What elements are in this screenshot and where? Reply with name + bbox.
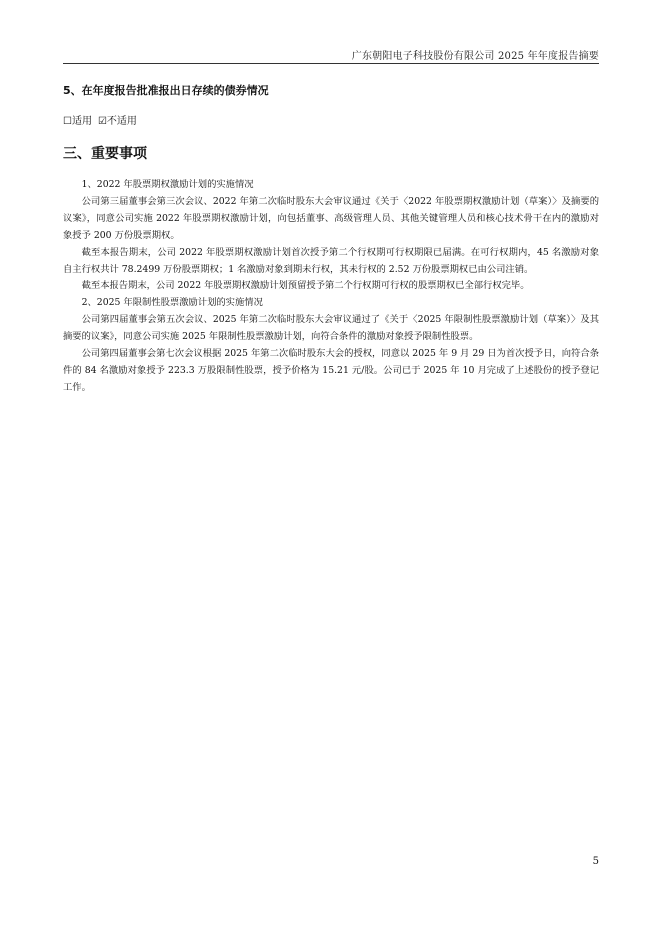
paragraph: 截至本报告期末，公司 2022 年股票期权激励计划首次授予第二个行权期可行权期限已届满。在可行权期内，45 名激励对象自主行权共计 78.2499 万份股票期权；1 名激励对象到期未行权，其未行权的 2.52 万份股票期权已由公司注销。 (63, 246, 599, 275)
body-text (63, 177, 599, 397)
subsection-1-title: 1、2022 年股票期权激励计划的实施情况 (81, 179, 254, 190)
applicability-options (63, 112, 137, 127)
main-section-heading: 三、重要事项 (63, 146, 147, 162)
header-divider (63, 63, 599, 64)
paragraph: 截至本报告期末，公司 2022 年股票期权激励计划预留授予第二个行权期可行权的股票期权已全部行权完毕。 (81, 280, 530, 292)
paragraph: 公司第四届董事会第五次会议、2025 年第二次临时股东大会审议通过了《关于〈2025 年限制性股票激励计划（草案）〉及其摘要的议案》，同意公司实施 2025 年限制性股票激励计划，向符合条件的激励对象授予限制性股票。 (63, 314, 599, 343)
running-header: 广东朝阳电子科技股份有限公司 2025 年年度报告摘要 (351, 51, 599, 62)
paragraph: 公司第四届董事会第七次会议根据 2025 年第二次临时股东大会的授权，同意以 2025 年 9 月 29 日为首次授予日，向符合条件的 84 名激励对象授予 223.3 万股限制性股票，授予价格为 15.21 元/股。公司已于 2025 年 10 月完成了上述股份的授予登记工作。 (63, 348, 599, 393)
subsection-2-title: 2、2025 年限制性股票激励计划的实施情况 (81, 297, 263, 309)
page-number: 5 (592, 856, 599, 867)
option-applicable: ☐适用 (63, 116, 92, 127)
paragraph: 公司第三届董事会第三次会议、2022 年第二次临时股东大会审议通过《关于〈2022 年股票期权激励计划（草案）〉及摘要的议案》，同意公司实施 2022 年股票期权激励计划，向包括董事、高级管理人员、其他关键管理人员和核心技术骨干在内的激励对象授予 200 万份股票期权。 (63, 195, 599, 241)
option-not-applicable: ☑不适用 (97, 116, 137, 127)
section-5-title: 5、在年度报告批准报出日存续的债券情况 (63, 84, 269, 97)
